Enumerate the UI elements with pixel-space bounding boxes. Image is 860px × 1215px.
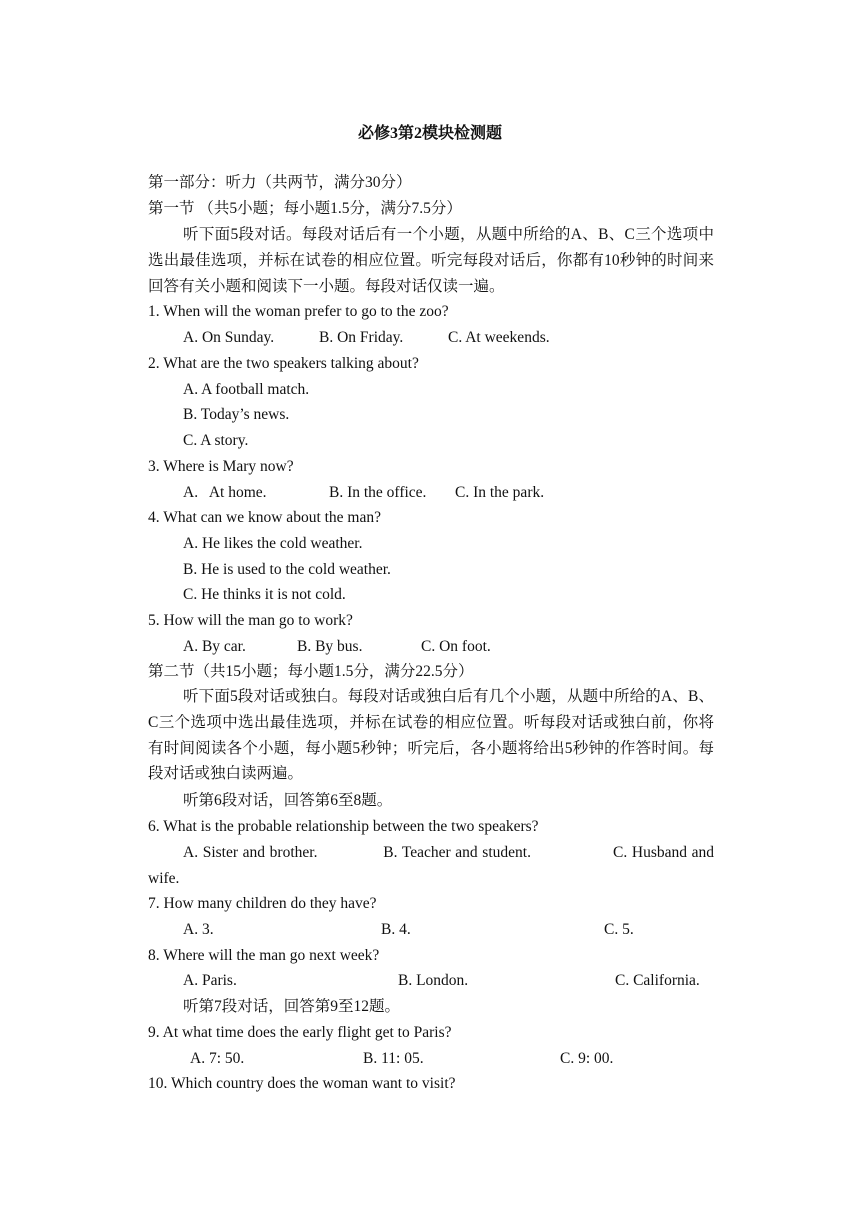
option-c: C. At weekends. xyxy=(448,329,550,346)
option-c: C. 5. xyxy=(604,921,634,938)
option-c: C. California. xyxy=(615,972,700,989)
section1-instructions: 听下面5段对话。每段对话后有一个小题，从题中所给的A、B、C三个选项中选出最佳选项，并标在试卷的相应位置。听完每段对话后，你都有10秒钟的时间来回答有关小题和阅读下一小题。每段对话仅读一遍。 xyxy=(148,226,714,295)
option-a: A. At home. xyxy=(183,484,267,501)
option-b: B. He is used to the cold weather. xyxy=(183,561,391,578)
option-b: B. In the office. xyxy=(329,484,427,501)
section1-header: 第一节 （共5小题；每小题1.5分，满分7.5分） xyxy=(148,200,462,217)
question-5: 5. How will the man go to work? xyxy=(148,612,353,629)
option-b: B. By bus. xyxy=(297,638,363,655)
question-4: 4. What can we know about the man? xyxy=(148,509,381,526)
question-3: 3. Where is Mary now? xyxy=(148,458,294,475)
option-c: C. On foot. xyxy=(421,638,491,655)
dialog-7-intro: 听第7段对话，回答第9至12题。 xyxy=(183,998,401,1015)
section2-header: 第二节（共15小题；每小题1.5分，满分22.5分） xyxy=(148,663,474,680)
question-7: 7. How many children do they have? xyxy=(148,895,377,912)
question-1: 1. When will the woman prefer to go to the zoo? xyxy=(148,303,449,320)
option-b: B. On Friday. xyxy=(319,329,404,346)
question-9: 9. At what time does the early flight get to Paris? xyxy=(148,1024,452,1041)
option-a: A. On Sunday. xyxy=(183,329,275,346)
option-c: C. A story. xyxy=(183,432,249,449)
question-2: 2. What are the two speakers talking about? xyxy=(148,355,419,372)
option-a: A. 7: 50. xyxy=(190,1050,245,1067)
option-a: A. 3. xyxy=(183,921,214,938)
option-b: B. 11: 05. xyxy=(363,1050,424,1067)
dialog-6-intro: 听第6段对话，回答第6至8题。 xyxy=(183,792,393,809)
question-10: 10. Which country does the woman want to visit? xyxy=(148,1075,456,1092)
question-8: 8. Where will the man go next week? xyxy=(148,947,380,964)
question-6-options: A. Sister and brother. B. Teacher and student. C. Husband and wife. xyxy=(148,844,714,887)
option-a: A. Paris. xyxy=(183,972,237,989)
question-6: 6. What is the probable relationship between the two speakers? xyxy=(148,818,539,835)
part1-header: 第一部分：听力（共两节，满分30分） xyxy=(148,174,412,191)
section2-instructions: 听下面5段对话或独白。每段对话或独白后有几个小题，从题中所给的A、B、C三个选项中选出最佳选项，并标在试卷的相应位置。听每段对话或独白前，你将有时间阅读各个小题，每小题5秒钟；听完后，各小题将给出5秒钟的作答时间。每段对话或独白读两遍。 xyxy=(148,688,714,783)
option-a: A. A football match. xyxy=(183,381,310,398)
option-c: C. 9: 00. xyxy=(560,1050,614,1067)
option-c: C. He thinks it is not cold. xyxy=(183,586,346,603)
page-title: 必修3第2模块检测题 xyxy=(357,125,502,142)
option-b: B. London. xyxy=(398,972,469,989)
option-a: A. By car. xyxy=(183,638,246,655)
option-a: A. He likes the cold weather. xyxy=(183,535,363,552)
option-b: B. Today’s news. xyxy=(183,406,290,423)
option-b: B. 4. xyxy=(381,921,411,938)
option-c: C. In the park. xyxy=(455,484,545,501)
